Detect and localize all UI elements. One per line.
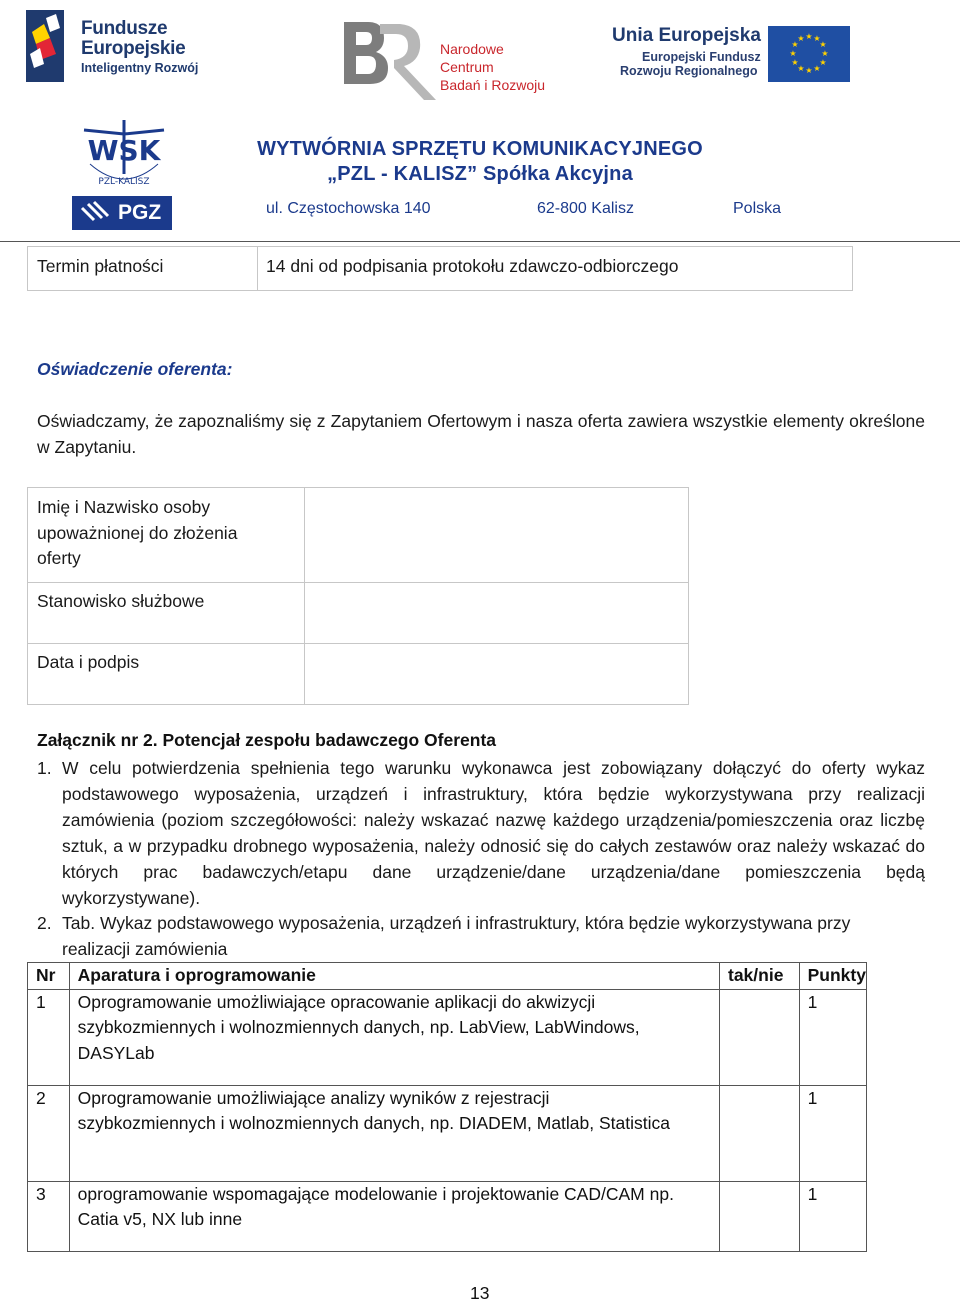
page-number: 13 — [470, 1283, 490, 1303]
company-name-line2: „PZL - KALISZ” Spółka Akcyjna — [327, 163, 633, 185]
svg-text:★: ★ — [819, 40, 827, 49]
ue-line2: Europejski Fundusz — [642, 49, 761, 64]
row-nr: 1 — [28, 989, 70, 1085]
row-yes-no[interactable] — [720, 989, 800, 1085]
row-yes-no[interactable] — [720, 1181, 800, 1251]
pgz-stripes-icon — [80, 196, 114, 230]
sign-form-value-date[interactable] — [312, 650, 682, 700]
ncbr-line1: Narodowe Centrum — [440, 41, 504, 75]
row-points: 1 — [799, 989, 866, 1085]
attachment-item1-number: 1. — [37, 758, 52, 778]
logo-ncbr — [340, 14, 560, 100]
svg-text:★: ★ — [805, 66, 813, 75]
row-points: 1 — [799, 1085, 866, 1181]
header-apparatus: Aparatura i oprogramowanie — [69, 963, 719, 990]
svg-text:★: ★ — [805, 32, 813, 41]
header-yes-no: tak/nie — [720, 963, 800, 990]
wsk-arc-text: PZL-KALISZ — [98, 177, 150, 187]
pgz-badge — [72, 196, 172, 230]
row-apparatus: Oprogramowanie umożliwiające opracowanie aplikacji do akwizycji szybkozmiennych i wolnozmiennych danych, np. LabView, LabWindows, DASYLab — [69, 989, 719, 1085]
fundusze-europejskie-emblem-icon — [26, 10, 66, 82]
svg-text:★: ★ — [813, 64, 821, 73]
attachment-title: Załącznik nr 2. Potencjał zespołu badawczego Oferenta — [37, 730, 497, 750]
company-country: Polska — [733, 200, 782, 217]
table-row — [28, 1085, 867, 1181]
sign-form-row-divider-1 — [28, 582, 688, 583]
attachment-item2-number: 2. — [37, 913, 52, 933]
svg-text:★: ★ — [819, 58, 827, 67]
ncbr-line2: Badań i Rozwoju — [440, 77, 546, 93]
header-divider — [0, 241, 960, 242]
row-nr: 2 — [28, 1085, 70, 1181]
table-row — [28, 1181, 867, 1251]
sign-form-value-position[interactable] — [312, 589, 682, 639]
equipment-table-header — [28, 963, 867, 990]
fe-line1: Fundusze — [81, 18, 168, 39]
payment-term-divider — [257, 247, 258, 290]
table-row — [28, 989, 867, 1085]
declaration-text: Oświadczamy, że zapoznaliśmy się z Zapytaniem Ofertowym i nasza oferta zawiera wszystkie elementy określone w Zapytaniu. — [37, 411, 925, 457]
equipment-table — [27, 962, 867, 1252]
company-postal: 62-800 Kalisz — [537, 200, 634, 217]
ue-line1: Unia Europejska — [612, 25, 761, 46]
ncbr-br-emblem-icon — [340, 14, 440, 100]
sign-form-label-name: Imię i Nazwisko osoby upoważnionej do złożenia oferty — [37, 497, 238, 568]
company-name-line1: WYTWÓRNIA SPRZĘTU KOMUNIKACYJNEGO — [257, 138, 703, 160]
svg-text:★: ★ — [797, 34, 805, 43]
logo-unia-europejska — [612, 22, 852, 84]
sign-form-col-divider — [304, 488, 305, 704]
row-points: 1 — [799, 1181, 866, 1251]
payment-term-label: Termin płatności — [37, 256, 164, 276]
logo-fundusze-europejskie — [26, 10, 211, 82]
wsk-text: WSK — [87, 134, 161, 167]
header-points: Punkty — [799, 963, 866, 990]
sign-form-value-name[interactable] — [312, 495, 682, 575]
eu-flag-icon — [768, 26, 850, 82]
row-apparatus: Oprogramowanie umożliwiające analizy wyników z rejestracji szybkozmiennych i wolnozmiennych danych, np. DIADEM, Matlab, Statistica — [69, 1085, 719, 1181]
logo-wsk-pgz — [70, 118, 174, 232]
row-yes-no[interactable] — [720, 1085, 800, 1181]
fe-line3: Inteligentny Rozwój — [81, 60, 199, 75]
payment-term-value: 14 dni od podpisania protokołu zdawczo-odbiorczego — [266, 256, 679, 276]
attachment-item2-text: Tab. Wykaz podstawowego wyposażenia, urządzeń i infrastruktury, która będzie wykorzystywana przy realizacji zamówienia — [62, 913, 851, 959]
svg-text:★: ★ — [789, 49, 797, 58]
attachment-item1-text: W celu potwierdzenia spełnienia tego warunku wykonawca jest zobowiązany dołączyć do oferty wykaz podstawowego wyposażenia, urządzeń i infrastruktury, która będzie wykorzystywana przy realizacji zamówienia (poziom szczegółowości: należy wskazać nazwę każdego urządzenia/pomieszczenia oraz liczbę sztuk, a w przypadku drobnego wyposażenia, należy odnosić się do całych zestawów oraz należy wskazać do których prac badawczych/etapu dane urządzenie/dane urządzenia/dane pomieszczenia będą wykorzystywane). — [62, 758, 925, 908]
svg-text:★: ★ — [821, 49, 829, 58]
pgz-text: PGZ — [118, 201, 162, 224]
sign-form-label-position: Stanowisko służbowe — [37, 591, 205, 611]
row-apparatus: oprogramowanie wspomagające modelowanie i projektowanie CAD/CAM np. Catia v5, NX lub inne — [69, 1181, 719, 1251]
sign-form-row-divider-2 — [28, 643, 688, 644]
ue-line3: Rozwoju Regionalnego — [620, 63, 758, 78]
svg-text:★: ★ — [791, 58, 799, 67]
declaration-title: Oświadczenie oferenta: — [37, 359, 233, 379]
wsk-emblem-icon — [74, 118, 174, 190]
header-nr: Nr — [28, 963, 70, 990]
svg-text:★: ★ — [797, 64, 805, 73]
company-street: ul. Częstochowska 140 — [266, 200, 431, 217]
svg-text:★: ★ — [813, 34, 821, 43]
row-nr: 3 — [28, 1181, 70, 1251]
svg-text:★: ★ — [791, 40, 799, 49]
fe-line2: Europejskie — [81, 37, 186, 59]
sign-form-label-date: Data i podpis — [37, 652, 140, 672]
